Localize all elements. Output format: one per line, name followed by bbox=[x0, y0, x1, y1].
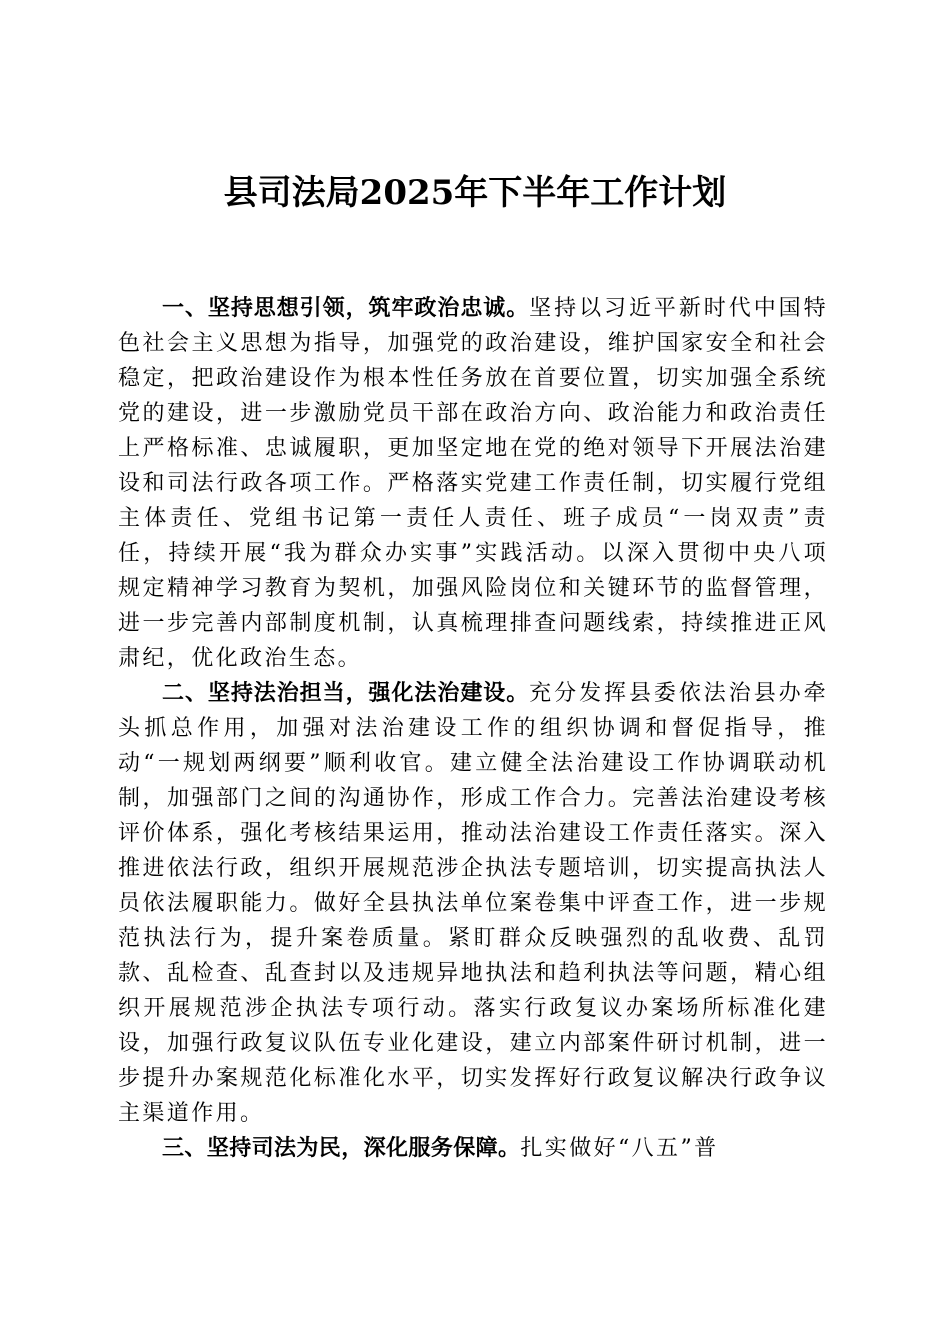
section-2-paragraph bbox=[118, 676, 828, 1131]
section-1-heading: 一、坚持思想引领，筑牢政治忠诚。 bbox=[162, 296, 530, 321]
section-3-heading: 三、坚持司法为民，深化服务保障。 bbox=[162, 1136, 521, 1161]
section-1-paragraph bbox=[118, 291, 828, 676]
document-title: 县司法局2025年下半年工作计划 bbox=[223, 173, 727, 213]
section-3-paragraph bbox=[118, 1131, 828, 1166]
section-2-heading: 二、坚持法治担当，强化法治建设。 bbox=[162, 681, 530, 706]
section-1-text: 坚持以习近平新时代中国特色社会主义思想为指导，加强党的政治建设，维护国家安全和社会稳定，把政治建设作为根本性任务放在首要位置，切实加强全系统党的建设，进一步激励党员干部在政治方向、政治能力和政治责任上严格标准、忠诚履职，更加坚定地在党的绝对领导下开展法治建设和司法行政各项工作。严格落实党建工作责任制，切实履行党组主体责任、党组书记第一责任人责任、班子成员“一岗双责”责任，持续开展“我为群众办实事”实践活动。以深入贯彻中央八项规定精神学习教育为契机，加强风险岗位和关键环节的监督管理，进一步完善内部制度机制，认真梳理排查问题线索，持续推进正风肃纪，优化政治生态。 bbox=[118, 296, 828, 671]
document-body bbox=[118, 291, 828, 1166]
section-2-text: 充分发挥县委依法治县办牵头抓总作用，加强对法治建设工作的组织协调和督促指导，推动“一规划两纲要”顺利收官。建立健全法治建设工作协调联动机制，加强部门之间的沟通协作，形成工作合力。完善法治建设考核评价体系，强化考核结果运用，推动法治建设工作责任落实。深入推进依法行政，组织开展规范涉企执法专题培训，切实提高执法人员依法履职能力。做好全县执法单位案卷集中评查工作，进一步规范执法行为，提升案卷质量。紧盯群众反映强烈的乱收费、乱罚款、乱检查、乱查封以及违规异地执法和趋利执法等问题，精心组织开展规范涉企执法专项行动。落实行政复议办案场所标准化建设，加强行政复议队伍专业化建设，建立内部案件研讨机制，进一步提升办案规范化标准化水平，切实发挥好行政复议解决行政争议主渠道作用。 bbox=[118, 681, 828, 1126]
section-3-text: 扎实做好“八五”普 bbox=[520, 1136, 719, 1161]
